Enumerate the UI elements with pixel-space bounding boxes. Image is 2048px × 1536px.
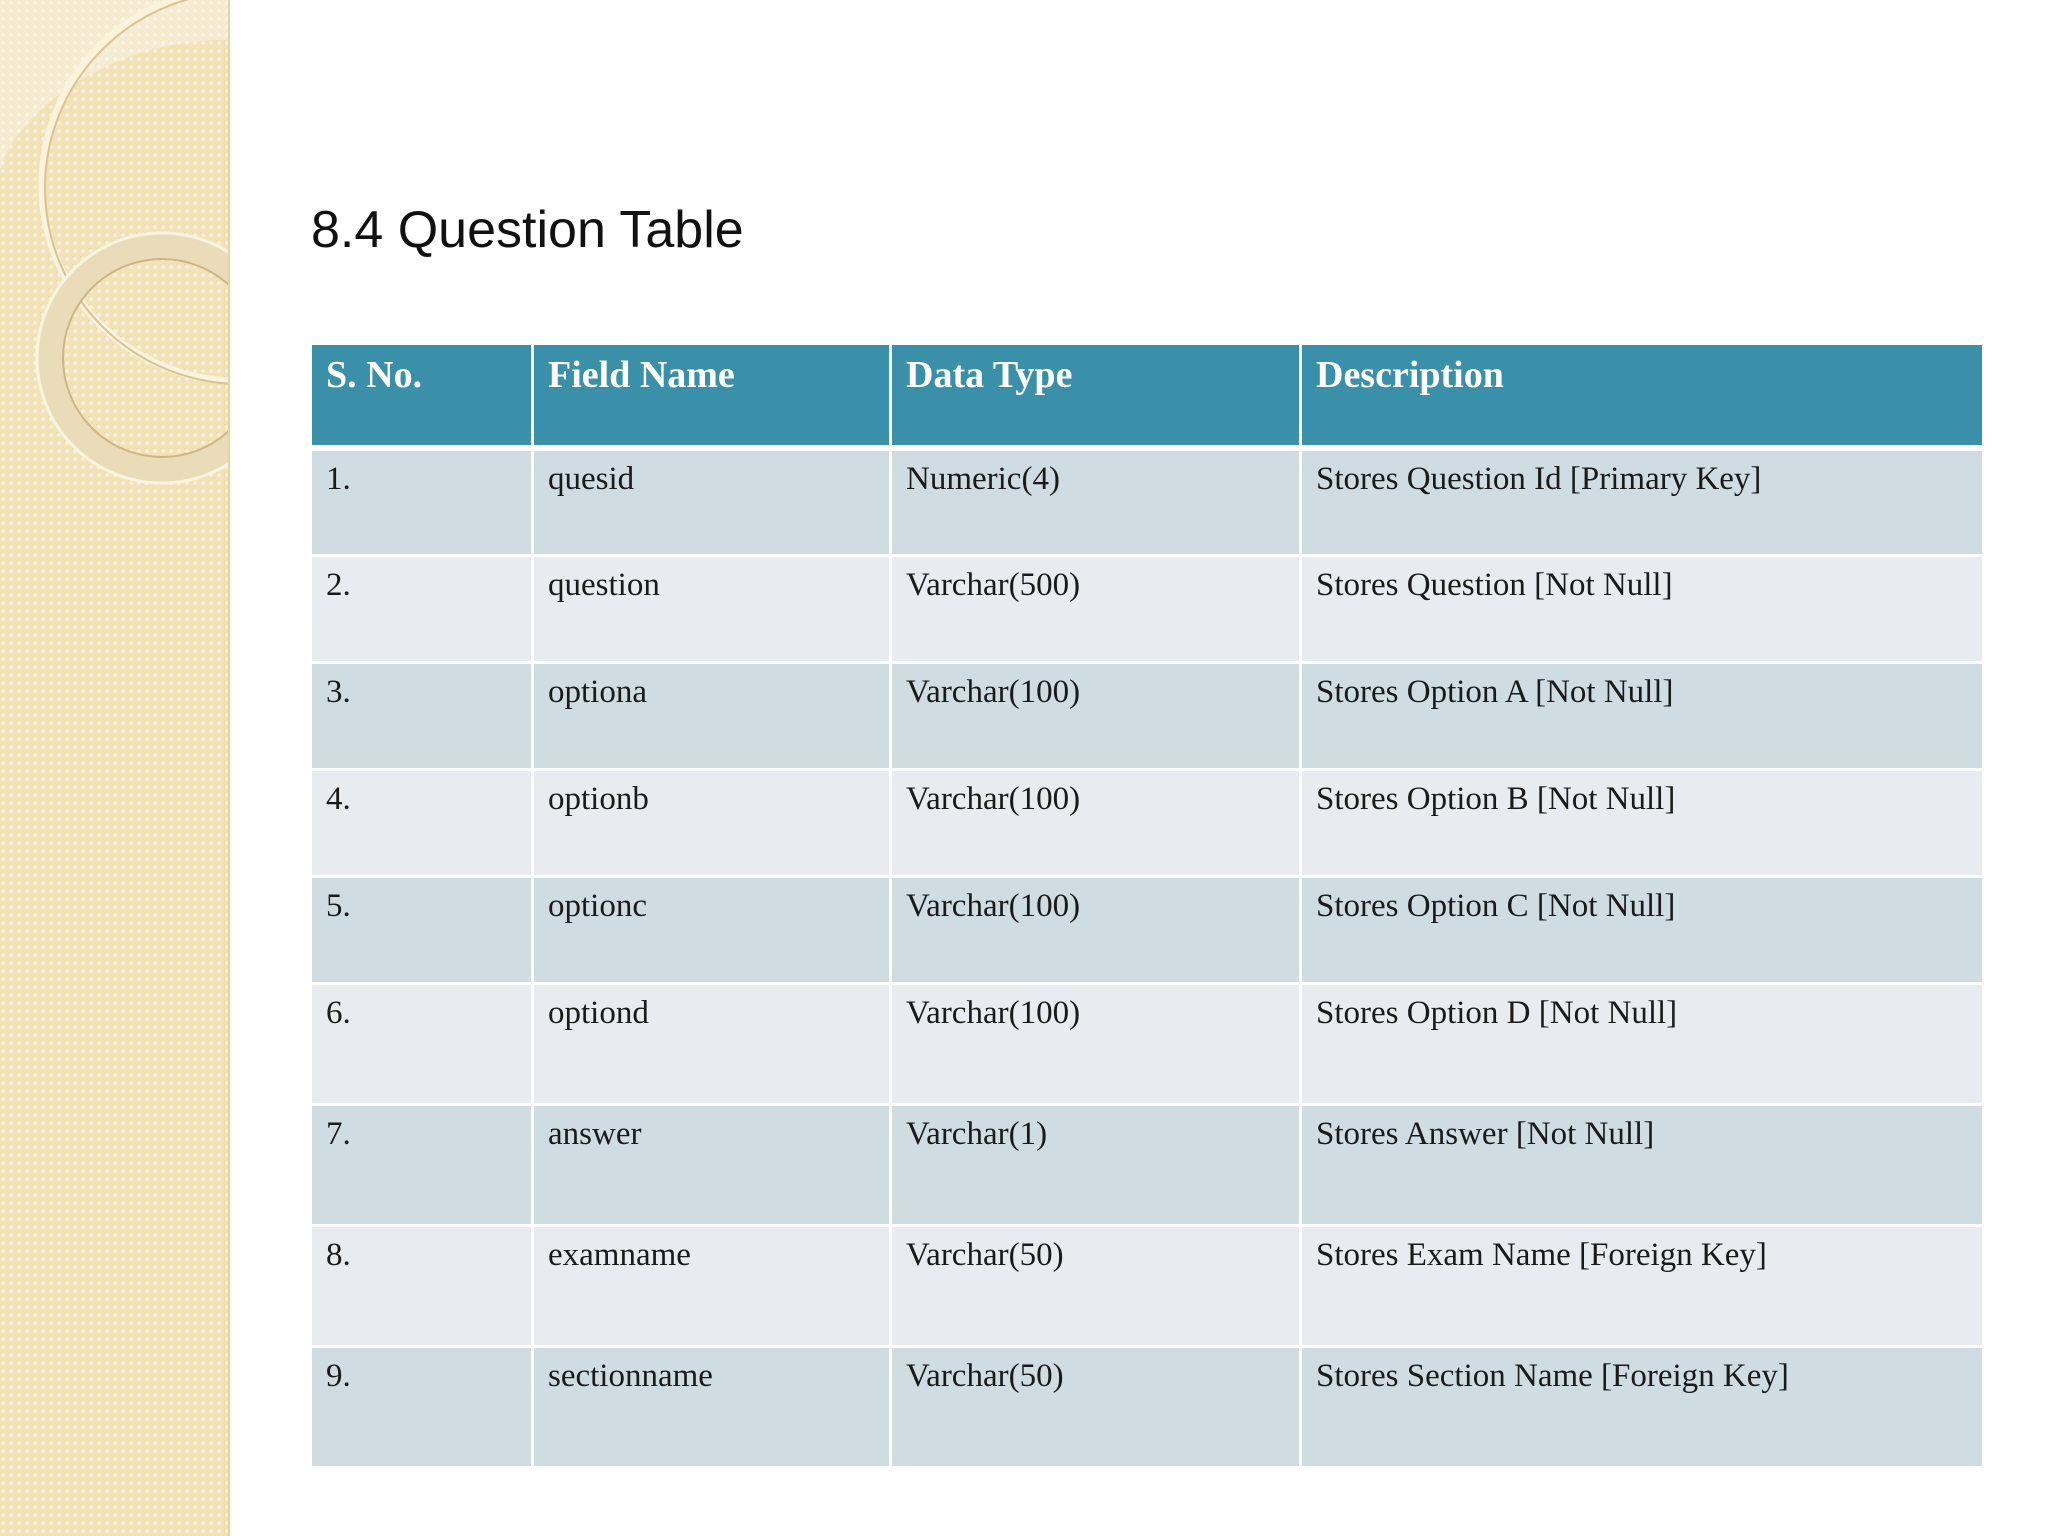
cell-serial-number: 6. <box>311 983 533 1104</box>
cell-data-type: Varchar(100) <box>891 876 1301 983</box>
cell-description: Stores Option A [Not Null] <box>1301 662 1984 769</box>
cell-field-name: optiond <box>533 983 891 1104</box>
cell-data-type: Varchar(100) <box>891 662 1301 769</box>
cell-data-type: Varchar(500) <box>891 555 1301 662</box>
cell-field-name: sectionname <box>533 1346 891 1467</box>
cell-data-type: Varchar(100) <box>891 983 1301 1104</box>
cell-field-name: optiona <box>533 662 891 769</box>
cell-serial-number: 3. <box>311 662 533 769</box>
cell-field-name: optionc <box>533 876 891 983</box>
cell-field-name: question <box>533 555 891 662</box>
cell-field-name: optionb <box>533 769 891 876</box>
table-row <box>311 1225 1984 1346</box>
column-header-data-type: Data Type <box>891 344 1301 449</box>
cell-description: Stores Question Id [Primary Key] <box>1301 448 1984 555</box>
table-header-row <box>311 344 1984 449</box>
question-table <box>309 342 1985 1469</box>
cell-serial-number: 5. <box>311 876 533 983</box>
decorative-side-panel <box>0 0 230 1536</box>
cell-description: Stores Option B [Not Null] <box>1301 769 1984 876</box>
question-table-container <box>309 342 1982 1469</box>
column-header-field-name: Field Name <box>533 344 891 449</box>
cell-description: Stores Option D [Not Null] <box>1301 983 1984 1104</box>
cell-description: Stores Question [Not Null] <box>1301 555 1984 662</box>
table-row <box>311 876 1984 983</box>
table-row <box>311 1346 1984 1467</box>
cell-serial-number: 7. <box>311 1104 533 1225</box>
decorative-rings-graphic <box>0 0 228 1536</box>
table-row <box>311 662 1984 769</box>
column-header-serial-number: S. No. <box>311 344 533 449</box>
cell-serial-number: 2. <box>311 555 533 662</box>
cell-description: Stores Option C [Not Null] <box>1301 876 1984 983</box>
cell-description: Stores Answer [Not Null] <box>1301 1104 1984 1225</box>
cell-data-type: Varchar(100) <box>891 769 1301 876</box>
cell-field-name: examname <box>533 1225 891 1346</box>
cell-field-name: answer <box>533 1104 891 1225</box>
slide-title: 8.4 Question Table <box>311 201 744 259</box>
cell-serial-number: 4. <box>311 769 533 876</box>
table-row <box>311 448 1984 555</box>
cell-serial-number: 9. <box>311 1346 533 1467</box>
column-header-description: Description <box>1301 344 1984 449</box>
cell-data-type: Varchar(50) <box>891 1225 1301 1346</box>
cell-data-type: Numeric(4) <box>891 448 1301 555</box>
cell-serial-number: 8. <box>311 1225 533 1346</box>
cell-data-type: Varchar(1) <box>891 1104 1301 1225</box>
cell-serial-number: 1. <box>311 448 533 555</box>
table-row <box>311 555 1984 662</box>
table-row <box>311 983 1984 1104</box>
cell-description: Stores Section Name [Foreign Key] <box>1301 1346 1984 1467</box>
cell-field-name: quesid <box>533 448 891 555</box>
cell-data-type: Varchar(50) <box>891 1346 1301 1467</box>
cell-description: Stores Exam Name [Foreign Key] <box>1301 1225 1984 1346</box>
table-row <box>311 1104 1984 1225</box>
table-row <box>311 769 1984 876</box>
